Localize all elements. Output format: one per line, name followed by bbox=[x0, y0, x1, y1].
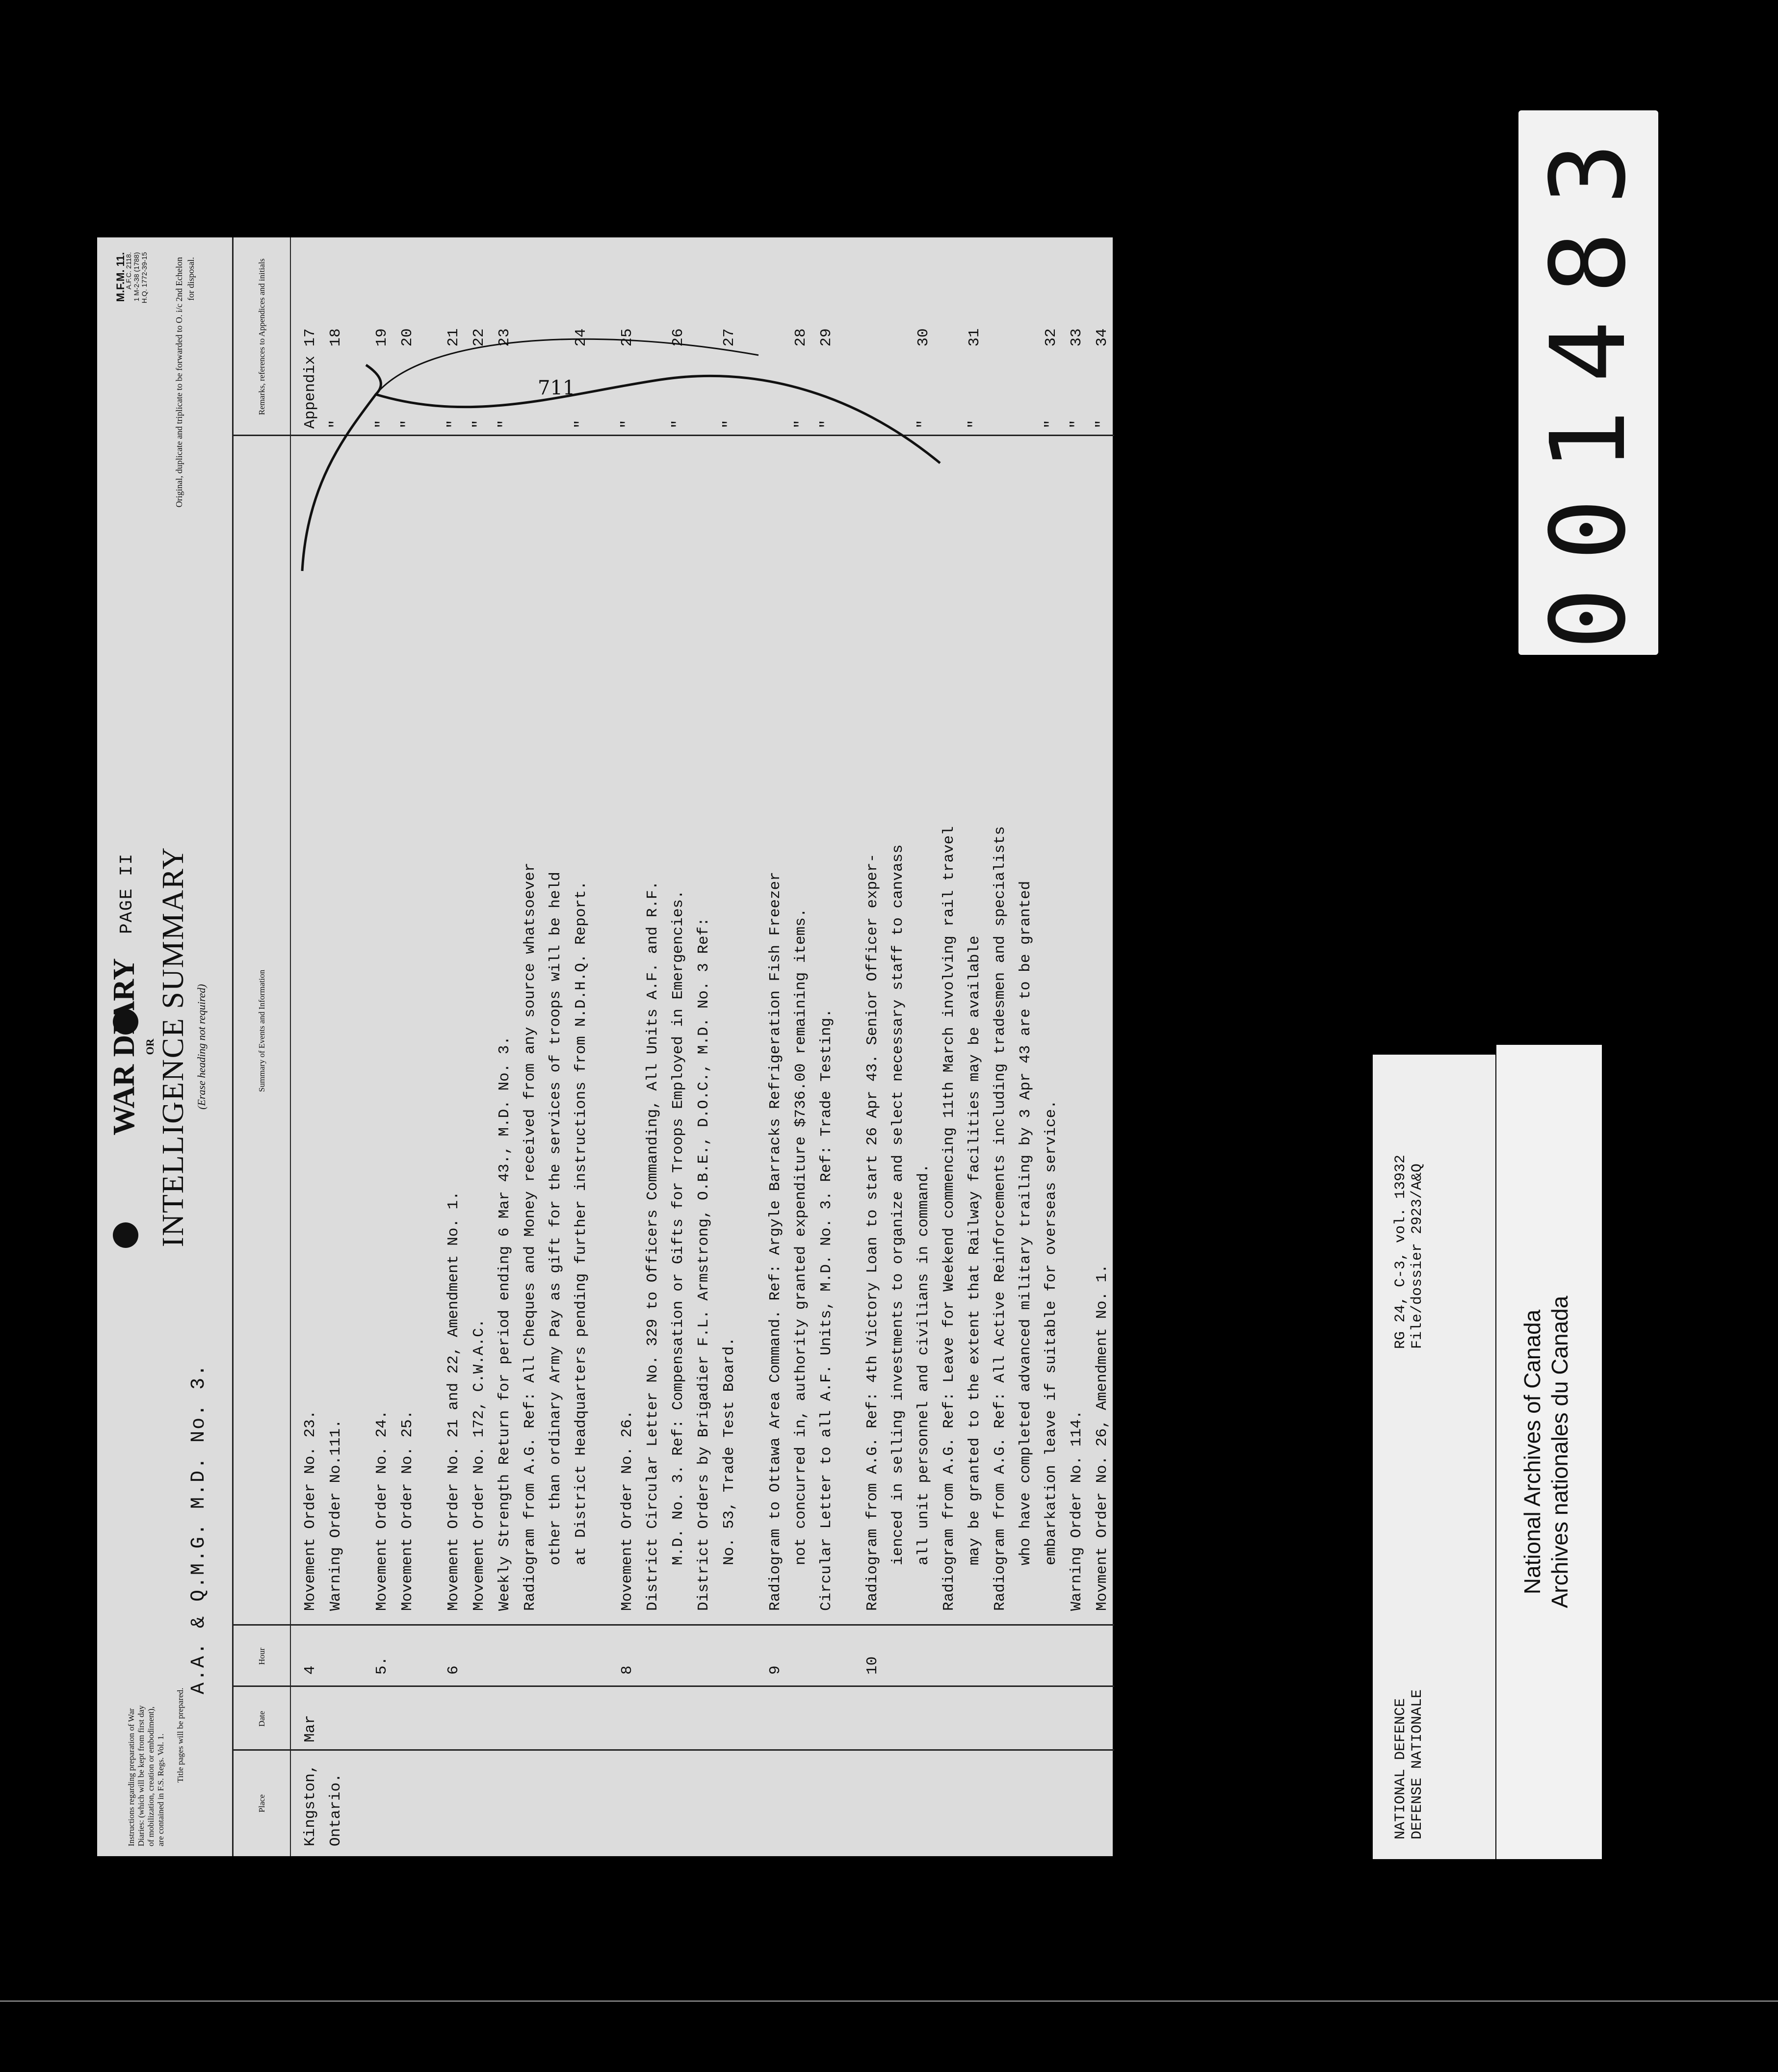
form-code-line: A.F.C. 2118. bbox=[125, 252, 132, 290]
cell-remarks: " 23 bbox=[496, 328, 513, 429]
archives-name-fr: Archives nationales du Canada bbox=[1547, 1295, 1572, 1608]
cell-summary: who have completed advanced military trailing by 3 Apr 43 are to be granted bbox=[1017, 881, 1034, 1611]
national-archives-label bbox=[1496, 1045, 1602, 1859]
column-header-date: Date bbox=[257, 1710, 266, 1727]
cell-summary: Movement Order No. 26. bbox=[619, 1410, 636, 1611]
cell-remarks: " 28 bbox=[792, 328, 810, 429]
nd-line: NATIONAL DEFENCE bbox=[1392, 1698, 1409, 1839]
form-code-line: H.Q. 1772-39-15 bbox=[140, 252, 148, 304]
cell-summary: No. 53, Trade Test Board. bbox=[721, 1337, 738, 1611]
cell-summary: Movement Order No. 25. bbox=[399, 1410, 416, 1611]
cell-date: Mar bbox=[302, 1715, 319, 1742]
column-divider bbox=[234, 1749, 1114, 1751]
frame-number-label bbox=[1518, 110, 1658, 655]
scan-edge-line bbox=[0, 2000, 1778, 2002]
column-header-remarks: Remarks, references to Appendices and initials bbox=[257, 258, 266, 415]
cell-summary: Movement Order No. 23. bbox=[302, 1410, 319, 1611]
cell-summary: M.D. No. 3. Ref: Compensation or Gifts for Troops Employed in Emergencies. bbox=[670, 890, 687, 1611]
cell-remarks: " 27 bbox=[721, 328, 738, 429]
cell-remarks: " 31 bbox=[966, 328, 983, 429]
or-label: OR bbox=[144, 1038, 156, 1055]
reference-line: RG 24, C-3, vol. 13932 bbox=[1392, 1154, 1409, 1349]
column-header-summary: Summary of Events and Information bbox=[257, 969, 266, 1092]
cell-hour: 10 bbox=[864, 1656, 881, 1675]
column-header-hour: Hour bbox=[257, 1648, 266, 1665]
cell-hour: 5. bbox=[373, 1656, 391, 1675]
unit-designation: A.A. & Q.M.G. M.D. No. 3. bbox=[188, 1363, 210, 1694]
intelligence-summary-title: INTELLIGENCE SUMMARY bbox=[157, 846, 190, 1247]
cell-summary: Circular Letter to all A.F. Units, M.D. No. 3. Ref: Trade Testing. bbox=[818, 1009, 835, 1611]
cell-summary: Radiogram from A.G. Ref: All Active Reinforcements including tradesmen and specialists bbox=[992, 826, 1009, 1611]
war-diary-title: WAR DIARY bbox=[107, 958, 141, 1136]
cell-remarks: " 32 bbox=[1043, 328, 1060, 429]
cell-summary: District Orders by Brigadier F.L. Armstrong, O.B.E., D.O.C., M.D. No. 3 Ref: bbox=[695, 917, 712, 1611]
archives-name-en: National Archives of Canada bbox=[1519, 1309, 1545, 1595]
cell-remarks: " 20 bbox=[399, 328, 416, 429]
cell-summary: Movement Order No. 24. bbox=[373, 1410, 391, 1611]
war-diary-page bbox=[97, 237, 1113, 1856]
cell-summary: Movement Order No. 21 and 22, Amendment No. 1. bbox=[445, 1191, 462, 1611]
cell-summary: Radiogram from A.G. Ref: All Cheques and Money received from any source whatsoever bbox=[522, 862, 539, 1611]
cell-summary: Movement Order No. 172, C.W.A.C. bbox=[471, 1319, 488, 1611]
cell-summary: all unit personnel and civilians in command. bbox=[915, 1164, 932, 1611]
cell-summary: Warning Order No. 114. bbox=[1068, 1410, 1085, 1611]
cell-hour: 9 bbox=[767, 1665, 784, 1675]
cell-place: Ontario. bbox=[327, 1773, 344, 1846]
cell-summary: may be granted to the extent that Railway facilities may be available bbox=[966, 935, 983, 1611]
title-pages-note: Title pages will be prepared. bbox=[176, 1687, 185, 1783]
cell-summary: Movment Order No. 26, Amendment No. 1. bbox=[1094, 1264, 1111, 1611]
cell-remarks: " 29 bbox=[818, 328, 835, 429]
cell-remarks: Appendix 17 bbox=[302, 328, 319, 429]
svg-text:711: 711 bbox=[538, 377, 575, 399]
cell-summary: other than ordinary Army Pay as gift for the services of troops will be held bbox=[547, 872, 564, 1611]
nd-line: DEFENSE NATIONALE bbox=[1409, 1689, 1426, 1839]
cell-remarks: " 18 bbox=[327, 328, 344, 429]
cell-remarks: " 25 bbox=[619, 328, 636, 429]
cell-remarks: " 24 bbox=[573, 328, 590, 429]
cell-summary: not concurred in, authority granted expenditure $736.00 remaining items. bbox=[792, 908, 810, 1611]
cell-summary: Weekly Strength Return for period ending 6 Mar 43., M.D. No. 3. bbox=[496, 1036, 513, 1611]
reference-line: File/dossier 2923/A&Q bbox=[1409, 1163, 1426, 1349]
cell-hour: 8 bbox=[619, 1665, 636, 1675]
cell-summary: Radiogram from A.G. Ref: Leave for Weekend commencing 11th March involving rail travel bbox=[941, 826, 958, 1611]
cell-summary: embarkation leave if suitable for overseas service. bbox=[1043, 1100, 1060, 1611]
diary-table bbox=[232, 237, 1114, 1856]
form-code-line: 1 M-2-38 (1788) bbox=[132, 252, 140, 302]
cell-remarks: " 30 bbox=[915, 328, 932, 429]
cell-remarks: " 21 bbox=[445, 328, 462, 429]
form-code bbox=[114, 252, 148, 304]
cell-summary: Radiogram from A.G. Ref: 4th Victory Loan to start 26 Apr 43. Senior Officer exper- bbox=[864, 853, 881, 1611]
cell-remarks: " 26 bbox=[670, 328, 687, 429]
cell-summary: Radiogram to Ottawa Area Command. Ref: Argyle Barracks Refrigeration Fish Freezer bbox=[767, 872, 784, 1611]
cell-remarks: " 19 bbox=[373, 328, 391, 429]
column-divider bbox=[234, 1685, 1114, 1687]
cell-remarks: " 22 bbox=[471, 328, 488, 429]
distribution-note: Original, duplicate and triplicate to be forwarded to O. i/c 2nd Echelon for disposal. bbox=[174, 257, 196, 508]
column-divider bbox=[234, 1624, 1114, 1626]
frame-number: 001483 bbox=[1528, 115, 1648, 650]
form-code-line: M.F.M. 11. bbox=[114, 252, 127, 302]
cell-summary: District Circular Letter No. 329 to Officers Commanding, All Units A.F. and R.F. bbox=[644, 881, 661, 1611]
page-number: PAGE II bbox=[117, 853, 137, 934]
cell-hour: 6 bbox=[445, 1665, 462, 1675]
column-header-place: Place bbox=[257, 1794, 266, 1813]
cell-summary: ienced in selling investments to organize and select necessary staff to canvass bbox=[889, 844, 907, 1611]
instructions-note: Instructions regarding preparation of War Diaries: (which will be kept from first day of mobilization, creation or embodiment), are contained in F.S. Regs. Vol. 1. bbox=[127, 1705, 165, 1846]
cell-place: Kingston, bbox=[302, 1764, 319, 1846]
cell-hour: 4 bbox=[302, 1665, 319, 1675]
cell-summary: Warning Order No.111. bbox=[327, 1419, 344, 1611]
cell-remarks: " 34 bbox=[1094, 328, 1111, 429]
national-defence-label bbox=[1373, 1055, 1495, 1859]
erase-heading-note: (Erase heading not required) bbox=[195, 984, 208, 1110]
cell-summary: at District Headquarters pending further instructions from N.D.H.Q. Report. bbox=[573, 881, 590, 1611]
cell-remarks: " 33 bbox=[1068, 328, 1085, 429]
war-diary-card bbox=[97, 237, 1113, 1856]
